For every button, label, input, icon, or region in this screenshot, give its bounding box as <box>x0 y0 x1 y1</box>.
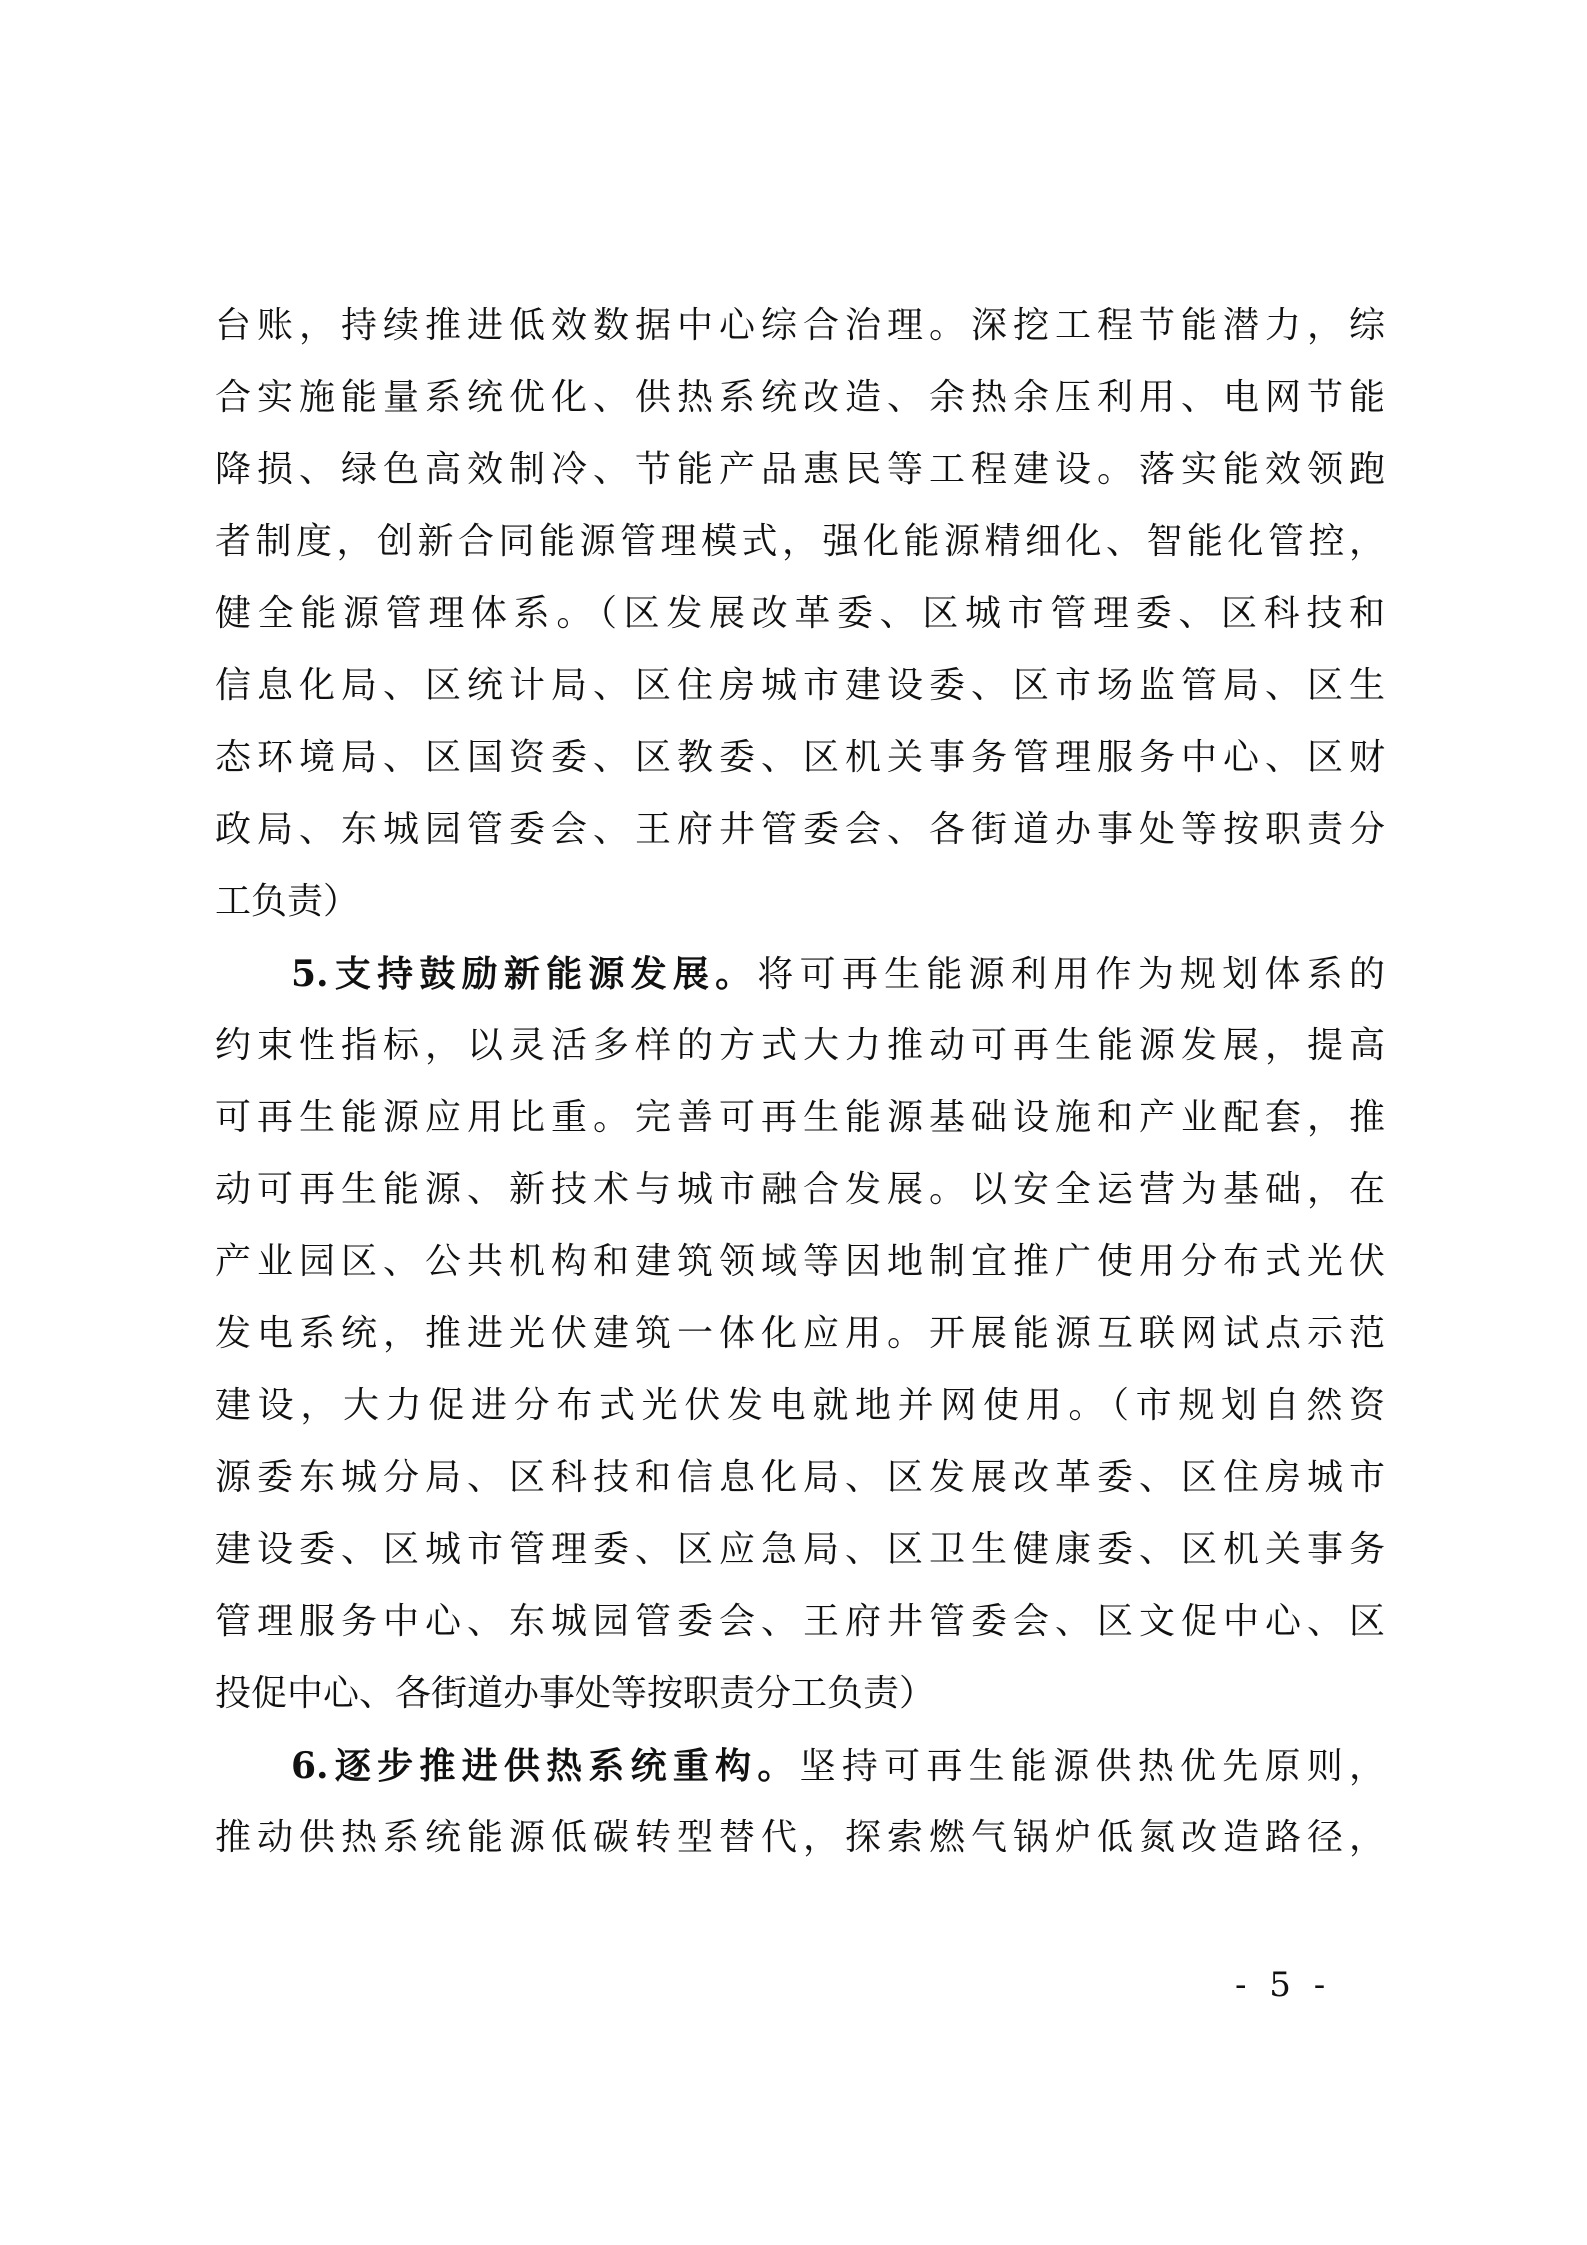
text-line: 工负责） <box>215 881 360 922</box>
text-line: 可再生能源应用比重。完善可再生能源基础设施和产业配套，推 <box>215 1097 1385 1138</box>
page-number: - 5 - <box>1235 1965 1332 2005</box>
item6-heading: 6.逐步推进供热系统重构。 <box>291 1745 800 1787</box>
text-line: 态环境局、区国资委、区教委、区机关事务管理服务中心、区财 <box>215 737 1385 778</box>
text-line: 健全能源管理体系。（区发展改革委、区城市管理委、区科技和 <box>215 593 1385 634</box>
item5-first-line <box>215 938 1385 1010</box>
text-line: 源委东城分局、区科技和信息化局、区发展改革委、区住房城市 <box>215 1457 1385 1498</box>
item6-first-line-text: 坚持可再生能源供热优先原则， <box>799 1746 1385 1787</box>
text-line: 建设委、区城市管理委、区应急局、区卫生健康委、区机关事务 <box>215 1529 1385 1570</box>
text-line: 推动供热系统能源低碳转型替代，探索燃气锅炉低氮改造路径， <box>215 1817 1385 1858</box>
document-body <box>215 290 1385 1874</box>
text-line: 合实施能量系统优化、供热系统改造、余热余压利用、电网节能 <box>215 377 1385 418</box>
text-line: 建设，大力促进分布式光伏发电就地并网使用。（市规划自然资 <box>215 1385 1385 1426</box>
text-line: 发电系统，推进光伏建筑一体化应用。开展能源互联网试点示范 <box>215 1313 1385 1354</box>
text-line: 产业园区、公共机构和建筑领域等因地制宜推广使用分布式光伏 <box>215 1241 1385 1282</box>
text-line: 投促中心、各街道办事处等按职责分工负责） <box>215 1673 936 1714</box>
text-line: 政局、东城园管委会、王府井管委会、各街道办事处等按职责分 <box>215 809 1385 850</box>
text-line: 者制度，创新合同能源管理模式，强化能源精细化、智能化管控， <box>215 521 1385 562</box>
text-line: 动可再生能源、新技术与城市融合发展。以安全运营为基础，在 <box>215 1169 1385 1210</box>
text-line: 降损、绿色高效制冷、节能产品惠民等工程建设。落实能效领跑 <box>215 449 1385 490</box>
item6-first-line <box>215 1730 1385 1802</box>
item5-first-line-text: 将可再生能源利用作为规划体系的 <box>757 954 1385 995</box>
text-line: 台账，持续推进低效数据中心综合治理。深挖工程节能潜力，综 <box>215 305 1385 346</box>
text-line: 信息化局、区统计局、区住房城市建设委、区市场监管局、区生 <box>215 665 1385 706</box>
text-line: 管理服务中心、东城园管委会、王府井管委会、区文促中心、区 <box>215 1601 1385 1642</box>
item5-heading: 5.支持鼓励新能源发展。 <box>291 953 758 995</box>
text-line: 约束性指标，以灵活多样的方式大力推动可再生能源发展，提高 <box>215 1025 1385 1066</box>
